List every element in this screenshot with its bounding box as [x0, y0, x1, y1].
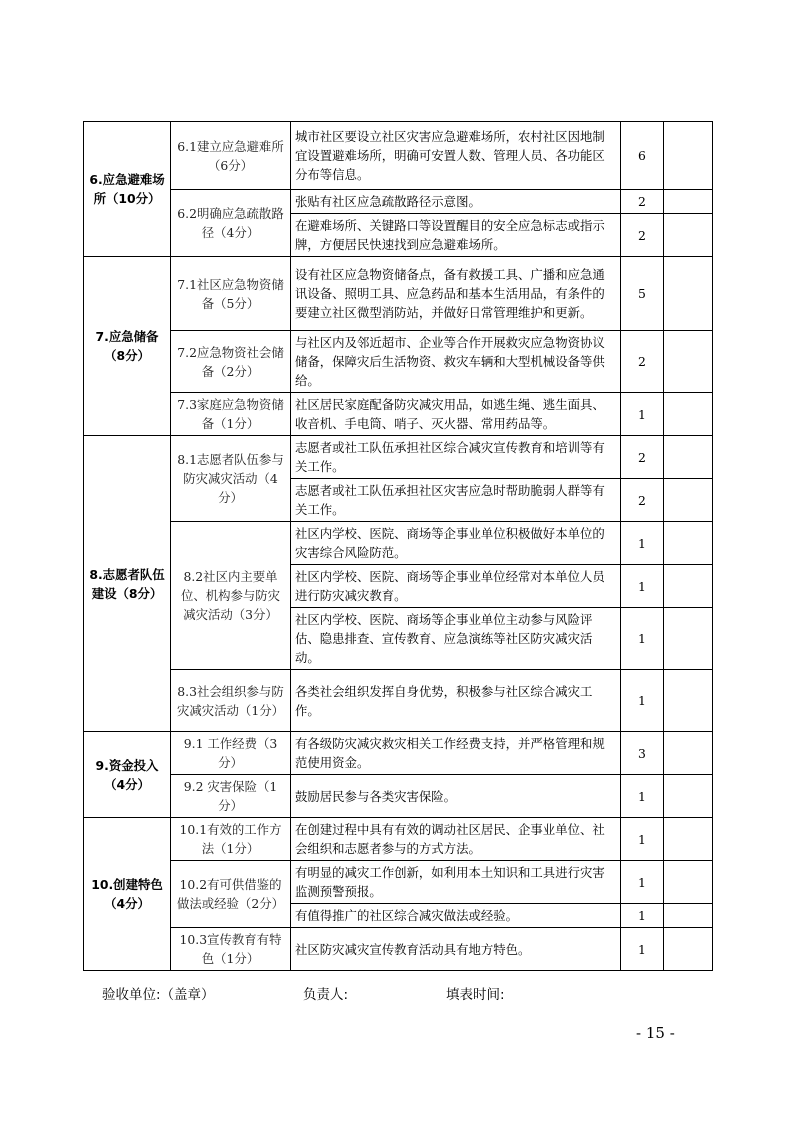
criteria-cell: 设有社区应急物资储备点，备有救援工具、广播和应急通讯设备、照明工具、应急药品和基本生活用品，有条件的要建立社区微型消防站，并做好日常管理维护和更新。 — [291, 257, 621, 331]
subcategory-cell: 8.3社会组织参与防灾减灾活动（1分） — [171, 670, 291, 732]
criteria-cell: 在避难场所、关键路口等设置醒目的安全应急标志或指示牌，方便居民快速找到应急避难场所。 — [291, 214, 621, 257]
score-cell: 1 — [621, 775, 664, 818]
criteria-cell: 社区内学校、医院、商场等企事业单位经常对本单位人员进行防灾减灾教育。 — [291, 565, 621, 608]
subcategory-cell: 10.1有效的工作方法（1分） — [171, 818, 291, 861]
criteria-cell: 社区防灾减灾宣传教育活动具有地方特色。 — [291, 928, 621, 971]
score-cell: 3 — [621, 732, 664, 775]
evaluation-table — [83, 121, 713, 971]
assessment-cell — [664, 479, 713, 522]
score-cell: 1 — [621, 904, 664, 928]
assessment-cell — [664, 670, 713, 732]
table-row — [84, 732, 713, 775]
criteria-cell: 在创建过程中具有有效的调动社区居民、企事业单位、社会组织和志愿者参与的方式方法。 — [291, 818, 621, 861]
table-row — [84, 928, 713, 971]
subcategory-cell: 6.1建立应急避难所（6分） — [171, 122, 291, 190]
page-number: - 15 - — [636, 1024, 675, 1042]
subcategory-cell: 7.2应急物资社会储备（2分） — [171, 331, 291, 393]
table-row — [84, 331, 713, 393]
assessment-cell — [664, 775, 713, 818]
score-cell: 1 — [621, 861, 664, 904]
assessment-cell — [664, 257, 713, 331]
score-cell: 6 — [621, 122, 664, 190]
category-cell: 10.创建特色（4分） — [84, 818, 171, 971]
subcategory-cell: 8.1志愿者队伍参与防灾减灾活动（4分） — [171, 436, 291, 522]
criteria-cell: 各类社会组织发挥自身优势，积极参与社区综合减灾工作。 — [291, 670, 621, 732]
criteria-cell: 社区居民家庭配备防灾减灾用品，如逃生绳、逃生面具、收音机、手电筒、哨子、灭火器、常用药品等。 — [291, 393, 621, 436]
score-cell: 2 — [621, 479, 664, 522]
table-row — [84, 122, 713, 190]
subcategory-cell: 6.2明确应急疏散路径（4分） — [171, 190, 291, 257]
category-cell: 6.应急避难场所（10分） — [84, 122, 171, 257]
subcategory-cell: 7.1社区应急物资储备（5分） — [171, 257, 291, 331]
assessment-cell — [664, 436, 713, 479]
score-cell: 1 — [621, 565, 664, 608]
assessment-cell — [664, 732, 713, 775]
criteria-cell: 社区内学校、医院、商场等企事业单位积极做好本单位的灾害综合风险防范。 — [291, 522, 621, 565]
assessment-cell — [664, 393, 713, 436]
category-cell: 7.应急储备（8分） — [84, 257, 171, 436]
score-cell: 1 — [621, 928, 664, 971]
assessment-cell — [664, 522, 713, 565]
criteria-cell: 鼓励居民参与各类灾害保险。 — [291, 775, 621, 818]
criteria-cell: 与社区内及邻近超市、企业等合作开展救灾应急物资协议储备，保障灾后生活物资、救灾车辆和大型机械设备等供给。 — [291, 331, 621, 393]
criteria-cell: 社区内学校、医院、商场等企事业单位主动参与风险评估、隐患排查、宣传教育、应急演练等社区防灾减灾活动。 — [291, 608, 621, 670]
score-cell: 1 — [621, 522, 664, 565]
assessment-cell — [664, 904, 713, 928]
table-row — [84, 436, 713, 479]
score-cell: 2 — [621, 436, 664, 479]
score-cell: 1 — [621, 670, 664, 732]
score-cell: 1 — [621, 608, 664, 670]
criteria-cell: 志愿者或社工队伍承担社区灾害应急时帮助脆弱人群等有关工作。 — [291, 479, 621, 522]
table-body — [84, 122, 713, 971]
table-row — [84, 393, 713, 436]
score-cell: 1 — [621, 393, 664, 436]
table-row — [84, 257, 713, 331]
score-cell: 2 — [621, 331, 664, 393]
assessment-cell — [664, 331, 713, 393]
table-row — [84, 190, 713, 214]
assessment-cell — [664, 565, 713, 608]
assessment-cell — [664, 608, 713, 670]
criteria-cell: 志愿者或社工队伍承担社区综合减灾宣传教育和培训等有关工作。 — [291, 436, 621, 479]
criteria-cell: 有各级防灾减灾救灾相关工作经费支持，并严格管理和规范使用资金。 — [291, 732, 621, 775]
criteria-cell: 城市社区要设立社区灾害应急避难场所，农村社区因地制宜设置避难场所，明确可安置人数、管理人员、各功能区分布等信息。 — [291, 122, 621, 190]
assessment-cell — [664, 818, 713, 861]
subcategory-cell: 8.2社区内主要单位、机构参与防灾减灾活动（3分） — [171, 522, 291, 670]
subcategory-cell: 10.3宣传教育有特色（1分） — [171, 928, 291, 971]
criteria-cell: 张贴有社区应急疏散路径示意图。 — [291, 190, 621, 214]
assessment-cell — [664, 190, 713, 214]
table-row — [84, 861, 713, 904]
assessment-cell — [664, 122, 713, 190]
table-row — [84, 522, 713, 565]
subcategory-cell: 9.1 工作经费（3分） — [171, 732, 291, 775]
score-cell: 1 — [621, 818, 664, 861]
assessment-cell — [664, 928, 713, 971]
table-row — [84, 818, 713, 861]
score-cell: 2 — [621, 214, 664, 257]
criteria-cell: 有值得推广的社区综合减灾做法或经验。 — [291, 904, 621, 928]
subcategory-cell: 10.2有可供借鉴的做法或经验（2分） — [171, 861, 291, 928]
inspection-unit-label: 验收单位:（盖章） — [102, 987, 215, 1003]
table-row — [84, 775, 713, 818]
category-cell: 9.资金投入（4分） — [84, 732, 171, 818]
score-cell: 5 — [621, 257, 664, 331]
assessment-cell — [664, 214, 713, 257]
category-cell: 8.志愿者队伍建设（8分） — [84, 436, 171, 732]
table-row — [84, 670, 713, 732]
responsible-person-label: 负责人: — [303, 987, 349, 1003]
subcategory-cell: 9.2 灾害保险（1分） — [171, 775, 291, 818]
criteria-cell: 有明显的减灾工作创新，如利用本土知识和工具进行灾害监测预警预报。 — [291, 861, 621, 904]
fill-date-label: 填表时间: — [446, 987, 505, 1003]
assessment-cell — [664, 861, 713, 904]
subcategory-cell: 7.3家庭应急物资储备（1分） — [171, 393, 291, 436]
score-cell: 2 — [621, 190, 664, 214]
